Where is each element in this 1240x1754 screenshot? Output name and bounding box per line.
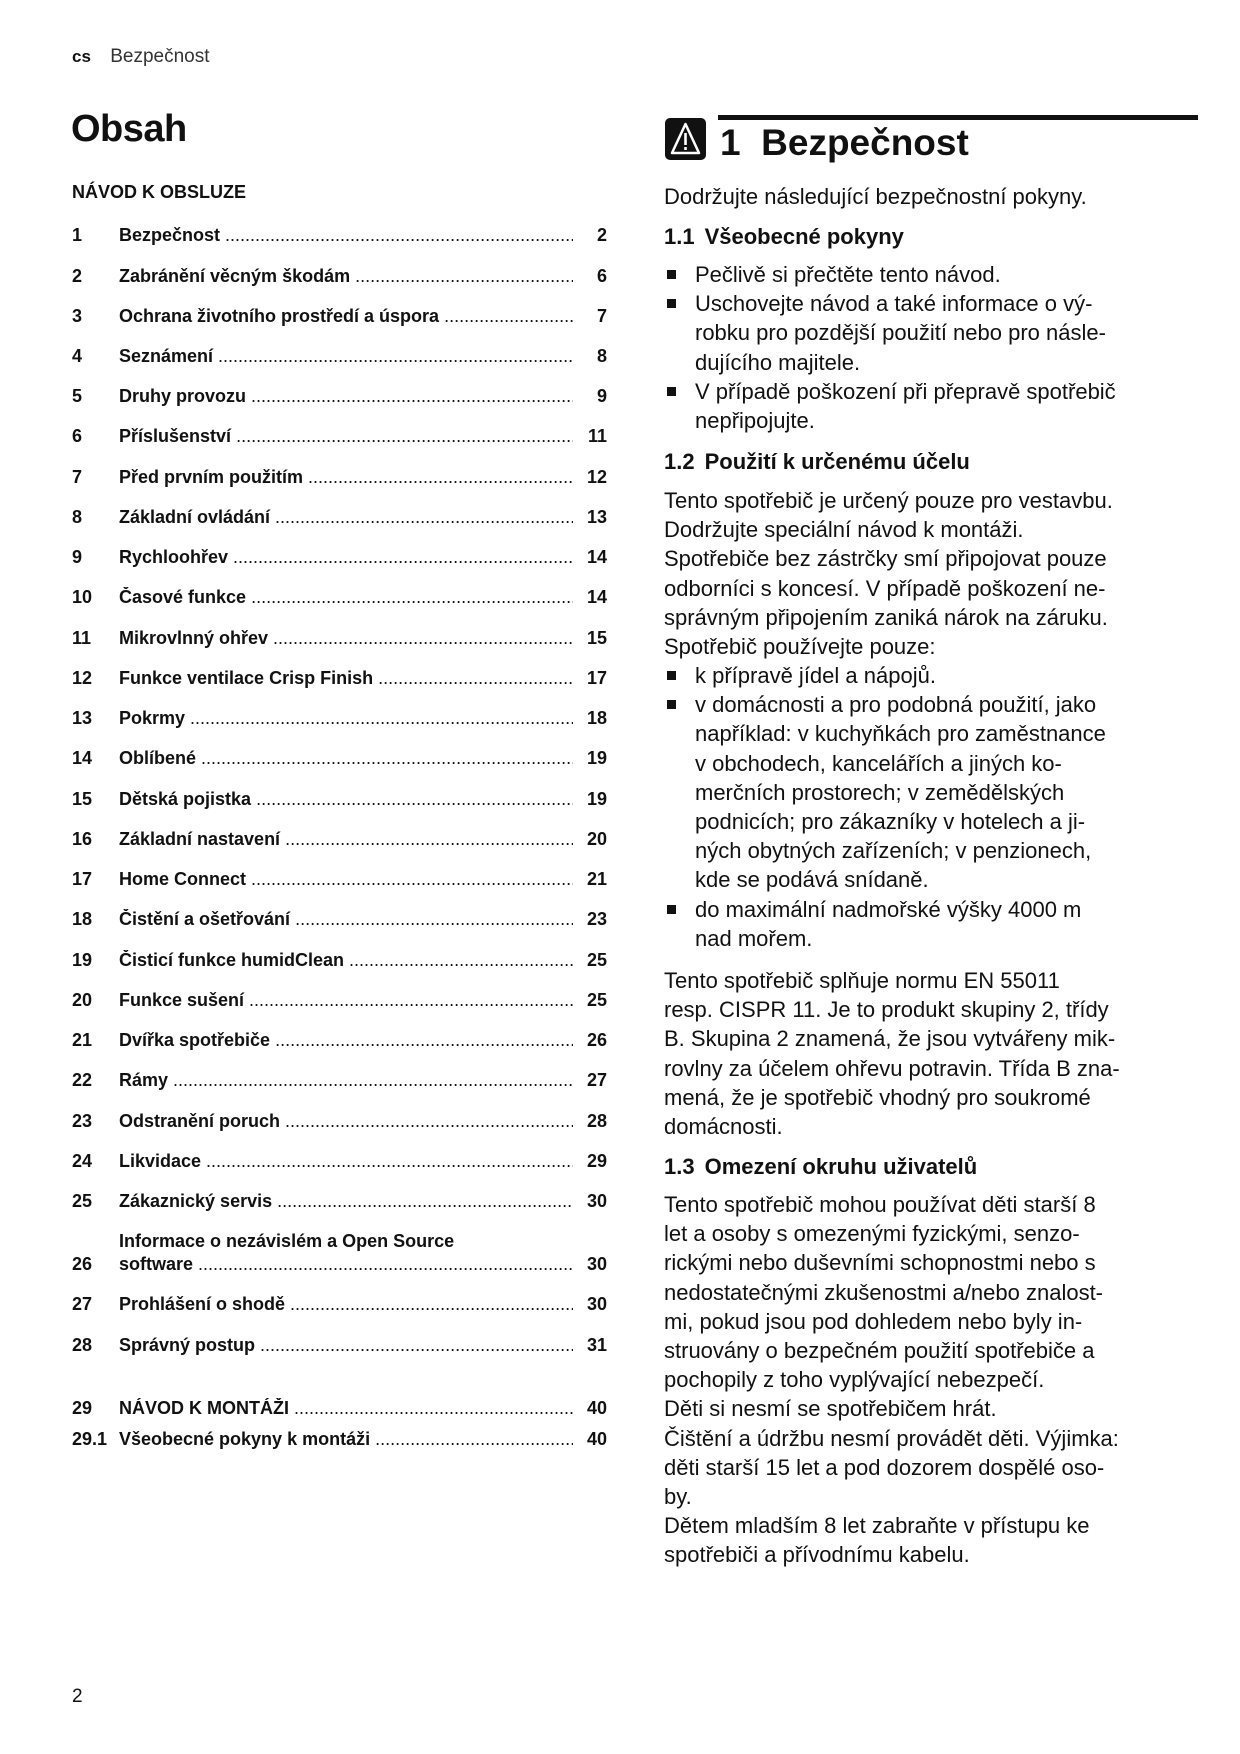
toc-entry[interactable] <box>72 1294 607 1318</box>
toc-entry-page: 21 <box>586 869 607 889</box>
text-line: ných obytných zařízeních; v penzionech, <box>695 838 1092 864</box>
text-line: v obchodech, kancelářích a jiných ko- <box>695 750 1062 776</box>
list-item <box>664 661 1204 690</box>
list-item <box>664 377 1204 435</box>
toc-entry[interactable] <box>72 1191 607 1215</box>
list-item <box>664 690 1204 894</box>
toc-entry-number: 9 <box>72 547 83 567</box>
bullet-square-icon <box>667 700 676 709</box>
toc-entry[interactable] <box>72 467 607 491</box>
header-section: Bezpečnost <box>110 46 210 67</box>
toc-entry-number: 16 <box>72 829 93 849</box>
toc-entry-number: 26 <box>72 1254 93 1274</box>
toc-entry-number: 20 <box>72 990 93 1010</box>
text-line: do maximální nadmořské výšky 4000 m <box>695 896 1082 922</box>
text-line: děti starší 15 let a pod dozorem dospělé oso- <box>664 1454 1105 1480</box>
toc-entry[interactable] <box>72 306 607 330</box>
toc-subtitle: NÁVOD K OBSLUZE <box>72 182 247 202</box>
toc-entry-page: 12 <box>586 467 607 487</box>
toc-entry[interactable] <box>72 1429 607 1453</box>
text-line: pochopily z toho vyplývající nebezpečí. <box>664 1367 1045 1393</box>
toc-entry-page: 14 <box>586 587 607 607</box>
toc-entry[interactable] <box>72 869 607 893</box>
page-number: 2 <box>72 1686 83 1707</box>
list-item <box>664 895 1204 953</box>
subsection-heading <box>664 224 904 250</box>
paragraph <box>664 1190 1204 1570</box>
toc-entry-page: 31 <box>586 1335 607 1355</box>
bullet-list <box>664 661 1204 953</box>
toc-entry-title: Likvidace ..... <box>119 1151 573 1172</box>
text-line: nepřipojujte. <box>695 408 815 434</box>
toc-entry-title: Dětská pojistka ..... <box>119 789 573 810</box>
toc-entry[interactable] <box>72 708 607 732</box>
toc-entry-title: Základní ovládání ..... <box>119 507 573 528</box>
toc-entry-number: 10 <box>72 587 93 607</box>
bullet-square-icon <box>667 387 676 396</box>
toc-entry-title: Rychloohřev ..... <box>119 547 573 568</box>
toc-entry-title: Odstranění poruch ..... <box>119 1111 573 1132</box>
toc-entry[interactable] <box>72 1398 607 1422</box>
toc-entry-page: 25 <box>586 950 607 970</box>
text-line: by. <box>664 1484 692 1510</box>
toc-entry-title: Správný postup ..... <box>119 1335 573 1356</box>
toc-entry-page: 8 <box>596 346 607 366</box>
toc-entry-title: Mikrovlnný ohřev ..... <box>119 628 573 649</box>
text-line: v domácnosti a pro podobná použití, jako <box>695 692 1097 718</box>
toc-entry-page: 26 <box>586 1030 607 1050</box>
text-line: k přípravě jídel a nápojů. <box>695 663 936 688</box>
toc-entry[interactable] <box>72 1111 607 1135</box>
bullet-square-icon <box>667 671 676 680</box>
toc-entry-number: 11 <box>72 628 92 648</box>
toc-entry-number: 29 <box>72 1398 93 1418</box>
toc-entry-page: 11 <box>587 426 607 446</box>
bullet-square-icon <box>667 299 676 308</box>
toc-entry-number: 6 <box>72 426 83 446</box>
text-line: Čištění a údržbu nesmí provádět děti. Výjimka: <box>664 1425 1119 1451</box>
toc-entry-page: 14 <box>586 547 607 567</box>
toc-entry-number: 2 <box>72 266 83 286</box>
toc-entry[interactable] <box>72 426 607 450</box>
toc-entry-title: Základní nastavení ..... <box>119 829 573 850</box>
subsection-title: Všeobecné pokyny <box>704 224 904 249</box>
toc-entry-page: 13 <box>586 507 607 527</box>
bullet-square-icon <box>667 270 676 279</box>
toc-entry[interactable] <box>72 909 607 933</box>
toc-entry[interactable] <box>72 1335 607 1359</box>
toc-entry-page: 30 <box>586 1294 607 1314</box>
toc-entry-title: Dvířka spotřebiče ..... <box>119 1030 573 1051</box>
toc-entry-title: Seznámení ..... <box>119 346 573 367</box>
section-title <box>720 122 969 164</box>
toc-entry-page: 23 <box>586 909 607 929</box>
toc-entry[interactable] <box>72 1151 607 1175</box>
toc-entry-title: software ..... <box>119 1254 573 1275</box>
toc-entry-page: 40 <box>586 1429 607 1449</box>
toc-entry-page: 15 <box>586 628 607 648</box>
toc-entry[interactable] <box>72 789 607 813</box>
text-line: B. Skupina 2 znamená, že jsou vytvářeny mik- <box>664 1026 1116 1052</box>
toc-entry-page: 40 <box>586 1398 607 1418</box>
toc-entry-title: Home Connect ..... <box>119 869 573 890</box>
toc-entry-page: 18 <box>586 708 607 728</box>
text-line: Dětem mladším 8 let zabraňte v přístupu ke <box>664 1513 1090 1539</box>
text-line: odborníci s koncesí. V případě poškození ne- <box>664 575 1106 601</box>
toc-entry-title: Před prvním použitím ..... <box>119 467 573 488</box>
text-line: Spotřebič používejte pouze: <box>664 634 936 660</box>
text-line: robku pro pozdější použití nebo pro násle- <box>695 320 1106 346</box>
toc-entry-number: 18 <box>72 909 93 929</box>
text-line: Děti si nesmí se spotřebičem hrát. <box>664 1396 997 1422</box>
toc-entry-title: Oblíbené ..... <box>119 748 573 769</box>
toc-entry-page: 19 <box>586 748 607 768</box>
toc-entry-number: 3 <box>72 306 83 326</box>
toc-entry[interactable] <box>72 346 607 370</box>
toc-entry[interactable] <box>72 668 607 692</box>
toc-entry-page: 19 <box>586 789 607 809</box>
toc-entry-number: 28 <box>72 1335 93 1355</box>
toc-entry-page: 7 <box>596 306 607 326</box>
text-line: například: v kuchyňkách pro zaměstnance <box>695 721 1106 747</box>
toc-entry[interactable] <box>72 950 607 974</box>
toc-entry-number: 24 <box>72 1151 93 1171</box>
subsection-number: 1.2 <box>664 449 695 474</box>
toc-entry-title: Příslušenství ..... <box>119 426 573 447</box>
subsection-title: Omezení okruhu uživatelů <box>704 1154 978 1179</box>
toc-entry-number: 22 <box>72 1070 93 1090</box>
subsection-number: 1.3 <box>664 1154 695 1179</box>
paragraph <box>664 486 1204 661</box>
toc-entry-number: 13 <box>72 708 93 728</box>
toc-title: Obsah <box>71 108 187 150</box>
section-rule <box>718 115 1198 120</box>
toc-entry-page: 2 <box>596 225 607 245</box>
toc-entry[interactable] <box>72 547 607 571</box>
toc-entry-page: 28 <box>586 1111 607 1131</box>
toc-entry[interactable] <box>72 990 607 1014</box>
toc-entry-page: 9 <box>596 386 607 406</box>
text-line: Dodržujte speciální návod k montáži. <box>664 517 1024 543</box>
toc-entry[interactable] <box>72 266 607 290</box>
warning-triangle-icon <box>665 118 706 160</box>
text-line: mená, že je spotřebič vhodný pro soukromé <box>664 1084 1091 1110</box>
toc-entry-page: 25 <box>586 990 607 1010</box>
toc-entry[interactable] <box>72 587 607 611</box>
toc-entry-number: 17 <box>72 869 93 889</box>
toc-entry-title: NÁVOD K MONTÁŽI ..... <box>119 1398 573 1419</box>
text-line: Uschovejte návod a také informace o vý- <box>695 291 1093 317</box>
toc-entry-number: 12 <box>72 668 93 688</box>
toc-entry-title: Ochrana životního prostředí a úspora ..... <box>119 306 573 327</box>
text-line: správným připojením zaniká nárok na záruku. <box>664 604 1108 630</box>
toc-entry[interactable] <box>72 829 607 853</box>
toc-entry-number: 15 <box>72 789 93 809</box>
toc-entry-title: Rámy ..... <box>119 1070 573 1091</box>
list-item <box>664 289 1204 377</box>
toc-entry-title: Bezpečnost ..... <box>119 225 573 246</box>
text-line: kde se podává snídaně. <box>695 867 929 893</box>
paragraph <box>664 966 1204 1141</box>
toc-entry[interactable] <box>72 507 607 531</box>
text-line: Spotřebiče bez zástrčky smí připojovat pouze <box>664 546 1107 572</box>
toc-entry-number: 1 <box>72 225 83 245</box>
text-line: nedostatečnými zkušenostmi a/nebo znalost- <box>664 1279 1104 1305</box>
toc-entry-page: 20 <box>586 829 607 849</box>
toc-entry-title: Pokrmy ..... <box>119 708 573 729</box>
toc-entry-page: 30 <box>586 1254 607 1274</box>
toc-entry[interactable] <box>72 1030 607 1054</box>
text-line: rickými nebo duševními schopnostmi nebo s <box>664 1250 1096 1276</box>
section-title-text: Bezpečnost <box>761 122 969 163</box>
text-line: struovány o bezpečném použití spotřebiče a <box>664 1338 1095 1364</box>
toc-entry-title: Všeobecné pokyny k montáži ..... <box>119 1429 573 1450</box>
bullet-list <box>664 260 1204 435</box>
toc-entry-number: 7 <box>72 467 83 487</box>
section-number: 1 <box>720 122 741 163</box>
toc-entry-page: 30 <box>586 1191 607 1211</box>
toc-entry[interactable] <box>72 1254 607 1278</box>
text-line: mi, pokud jsou pod dohledem nebo byly in- <box>664 1308 1083 1334</box>
toc-entry[interactable] <box>72 748 607 772</box>
subsection-heading <box>664 1154 977 1180</box>
text-line: rovlny za účelem ohřevu potravin. Třída B zna- <box>664 1055 1120 1081</box>
text-line: Tento spotřebič mohou používat děti starší 8 <box>664 1192 1096 1217</box>
subsection-number: 1.1 <box>664 224 695 249</box>
toc-entry-title: Časové funkce ..... <box>119 587 573 608</box>
text-line: Pečlivě si přečtěte tento návod. <box>695 262 1001 287</box>
text-line: dujícího majitele. <box>695 349 861 375</box>
running-header <box>72 46 210 68</box>
text-line: resp. CISPR 11. Je to produkt skupiny 2, třídy <box>664 997 1109 1023</box>
toc-entry-title: Prohlášení o shodě ..... <box>119 1294 573 1315</box>
toc-entry-number: 23 <box>72 1111 93 1131</box>
text-line: Tento spotřebič splňuje normu EN 55011 <box>664 968 1060 993</box>
toc-entry-title: Zabránění věcným škodám ..... <box>119 266 573 287</box>
toc-entry-page: 17 <box>586 668 607 688</box>
toc-entry-title-line: Informace o nezávislém a Open Source <box>119 1231 455 1251</box>
text-line: spotřebiči a přívodnímu kabelu. <box>664 1542 970 1568</box>
text-line: domácnosti. <box>664 1114 783 1140</box>
language-code: cs <box>72 47 91 66</box>
text-line: let a osoby s omezenými fyzickými, senzo- <box>664 1221 1080 1247</box>
text-line: nad mořem. <box>695 925 813 951</box>
toc-entry-number: 4 <box>72 346 83 366</box>
toc-entry-number: 27 <box>72 1294 93 1314</box>
toc-entry[interactable] <box>72 225 607 249</box>
toc-entry-number: 19 <box>72 950 93 970</box>
toc-entry-number: 29.1 <box>72 1429 108 1449</box>
toc-entry-page: 29 <box>586 1151 607 1171</box>
toc-entry[interactable] <box>72 386 607 410</box>
toc-entry-title: Čisticí funkce humidClean ..... <box>119 950 573 971</box>
text-line: podnicích; pro zákazníky v hotelech a ji- <box>695 809 1086 835</box>
toc-entry-title: Funkce ventilace Crisp Finish ..... <box>119 668 573 689</box>
subsection-heading <box>664 449 970 475</box>
toc-entry[interactable] <box>72 1070 607 1094</box>
toc-entry-page: 6 <box>596 266 607 286</box>
intro-text: Dodržujte následující bezpečnostní pokyny. <box>664 184 1087 209</box>
toc-entry-number: 5 <box>72 386 83 406</box>
toc-entry-title: Čistění a ošetřování ..... <box>119 909 573 930</box>
toc-entry-title: Funkce sušení ..... <box>119 990 573 1011</box>
toc-entry-number: 14 <box>72 748 93 768</box>
text-line: Tento spotřebič je určený pouze pro vestavbu. <box>664 488 1113 513</box>
toc-entry-page: 27 <box>586 1070 607 1090</box>
toc-entry-title: Druhy provozu ..... <box>119 386 573 407</box>
toc-entry-number: 21 <box>72 1030 93 1050</box>
subsection-title: Použití k určenému účelu <box>704 449 970 474</box>
text-line: merčních prostorech; v zemědělských <box>695 779 1065 805</box>
bullet-square-icon <box>667 905 676 914</box>
toc-entry[interactable] <box>72 628 607 652</box>
toc-entry-number: 8 <box>72 507 83 527</box>
list-item <box>664 260 1204 289</box>
toc-entry-title: Zákaznický servis ..... <box>119 1191 573 1212</box>
toc-entry-number: 25 <box>72 1191 93 1211</box>
text-line: V případě poškození při přepravě spotřebič <box>695 378 1116 404</box>
